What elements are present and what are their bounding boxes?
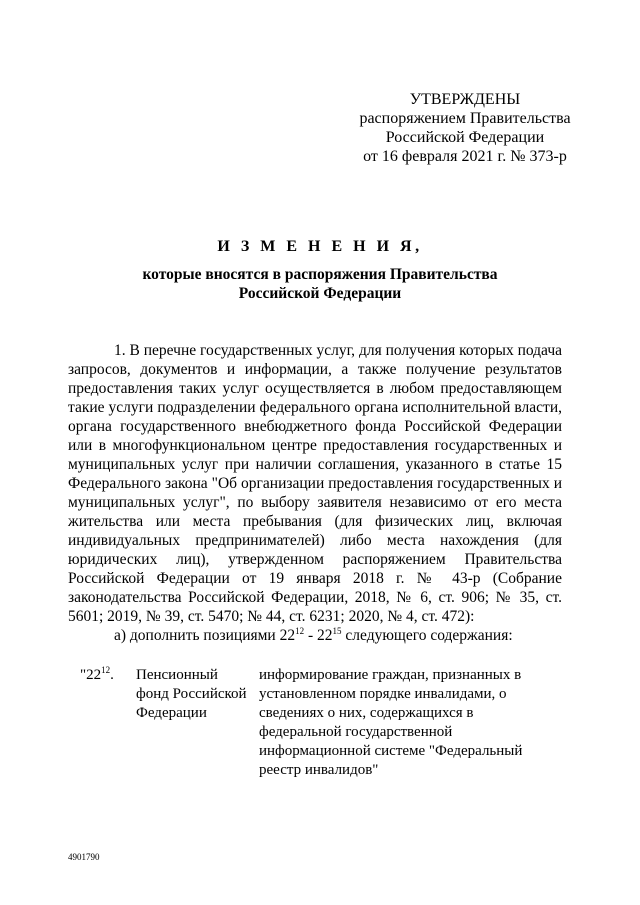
heading-subtitle-line-2: Российской Федерации xyxy=(238,285,402,302)
subpoint-suffix: следующего содержания: xyxy=(341,627,513,644)
approval-line-3: от 16 февраля 2021 г. № 373-р xyxy=(363,148,567,165)
document-body xyxy=(68,341,562,645)
position-number xyxy=(80,666,132,685)
subpoint-superscript-2: 15 xyxy=(332,626,342,636)
subpoint-prefix: а) дополнить позициями 22 xyxy=(114,627,296,644)
heading-title: И З М Е Н Е Н И Я, xyxy=(217,238,423,255)
position-description: информирование граждан, признанных в установленном порядке инвалидами, о сведениях о них, содержащихся в федеральной государственной информационной системе "Федеральный реестр инвалидов" xyxy=(259,667,523,778)
position-number-suffix: . xyxy=(110,667,114,683)
approval-line-1: распоряжением Правительства xyxy=(359,110,571,127)
position-number-superscript: 12 xyxy=(101,665,111,675)
position-number-prefix: "22 xyxy=(80,667,102,683)
subpoint-a xyxy=(114,626,562,645)
document-code: 4901790 xyxy=(68,852,100,862)
subpoint-superscript-1: 12 xyxy=(295,626,305,636)
approval-block xyxy=(340,90,590,166)
heading-subtitle-line-1: которые вносятся в распоряжения Правительства xyxy=(142,266,498,283)
subpoint-dash: - 22 xyxy=(304,627,333,644)
position-organization: Пенсионный фонд Российской Федерации xyxy=(136,667,247,721)
document-heading xyxy=(0,238,640,303)
paragraph-1: 1. В перечне государственных услуг, для получения которых подача запросов, документов и информации, а также получение результатов предоставления таких услуг осуществляется в любом предоставляющем такие услуги подразделении федерального органа исполнительной власти, органа государственного внебюджетного фонда Российской Федерации или в многофункциональном центре предоставления государственных и муниципальных услуг при наличии соглашения, указанного в статье 15 Федерального закона "Об организации предоставления государственных и муниципальных услуг", по выбору заявителя независимо от его места жительства или места пребывания (для физических лиц, включая индивидуальных предпринимателей) либо места нахождения (для юридических лиц), утвержденном распоряжением Правительства Российской Федерации от 19 января 2018 г. № 43-р (Собрание законодательства Российской Федерации, 2018, № 6, ст. 906; № 35, ст. 5601; 2019, № 39, ст. 5470; № 44, ст. 6231; 2020, № 4, ст. 472): xyxy=(68,342,562,625)
approval-line-2: Российской Федерации xyxy=(385,129,545,146)
approval-title: УТВЕРЖДЕНЫ xyxy=(409,91,521,108)
